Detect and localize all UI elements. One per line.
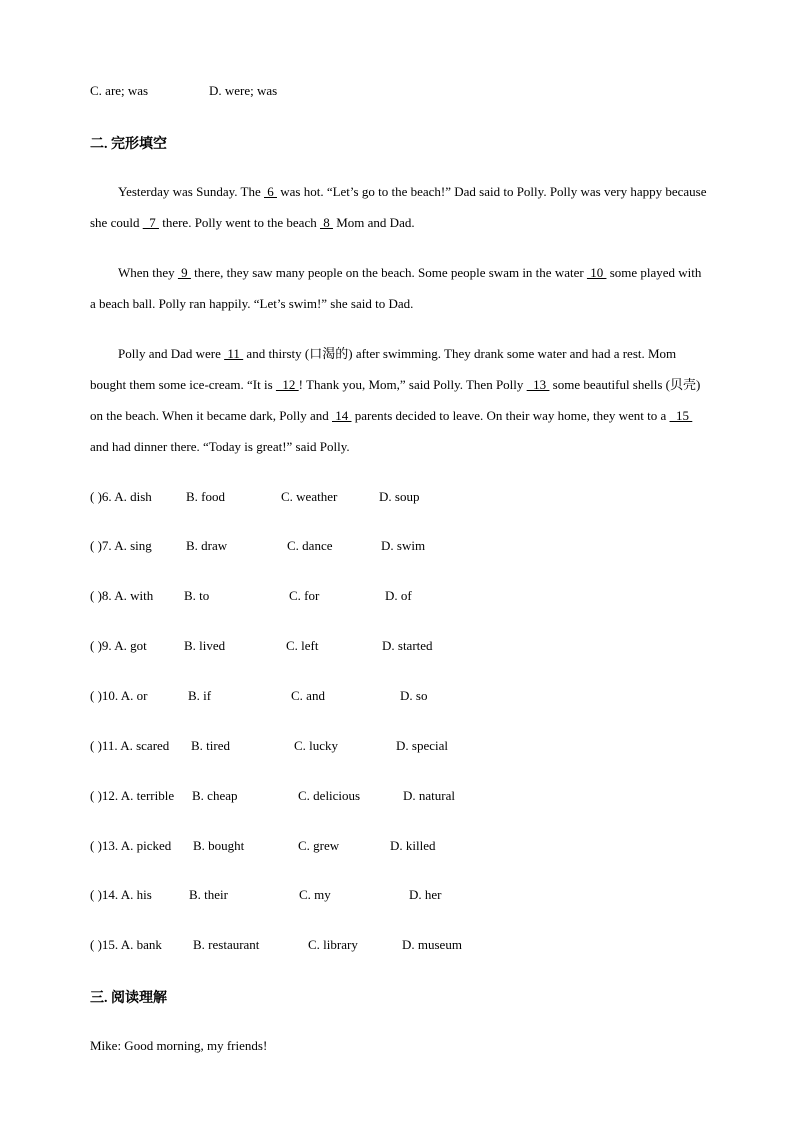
question-12-a: ( )12. A. terrible (90, 788, 175, 803)
question-10-b: B. if (188, 688, 212, 703)
question-6-d: D. soup (379, 489, 420, 504)
question-14-a: ( )14. A. his (90, 887, 152, 902)
question-13-a: ( )13. A. picked (90, 838, 172, 853)
cloze-paragraph-2: When they 9 there, they saw many people on the beach. Some people swam in the water 10 some played with a beach ball. Polly ran happily. “Let’s swim!” she said to Dad. (90, 265, 702, 311)
blank-9: 9 (177, 265, 191, 280)
question-11-a: ( )11. A. scared (90, 738, 170, 753)
question-11-b: B. tired (191, 738, 230, 753)
question-12-c: C. delicious (298, 788, 361, 803)
question-8-c: C. for (289, 588, 320, 603)
question-9-c: C. left (286, 638, 319, 653)
question-11-d: D. special (396, 738, 448, 753)
question-6-b: B. food (186, 489, 225, 504)
question-15-d: D. museum (402, 937, 462, 952)
dialog-line: Mike: Good morning, my friends! (90, 1038, 268, 1053)
question-15-b: B. restaurant (193, 937, 260, 952)
question-12-d: D. natural (403, 788, 455, 803)
question-10-a: ( )10. A. or (90, 688, 148, 703)
blank-13: 13 (526, 377, 550, 392)
question-14-d: D. her (409, 887, 442, 902)
section-heading-reading: 三. 阅读理解 (90, 991, 167, 1006)
question-8-a: ( )8. A. with (90, 588, 154, 603)
question-7-b: B. draw (186, 538, 228, 553)
question-9-a: ( )9. A. got (90, 638, 147, 653)
question-10-d: D. so (400, 688, 428, 703)
question-6-c: C. weather (281, 489, 338, 504)
blank-10: 10 (586, 265, 607, 280)
question-9-b: B. lived (184, 638, 226, 653)
question-8-d: D. of (385, 588, 412, 603)
section-heading-cloze: 二. 完形填空 (90, 137, 167, 152)
blank-14: 14 (332, 408, 352, 423)
question-9-d: D. started (382, 638, 433, 653)
prev-option-d: D. were; was (209, 83, 278, 98)
blank-6: 6 (264, 184, 277, 199)
question-11-c: C. lucky (294, 738, 339, 753)
question-12-b: B. cheap (192, 788, 238, 803)
question-8-b: B. to (184, 588, 210, 603)
question-7-d: D. swim (381, 538, 426, 553)
question-13-c: C. grew (298, 838, 340, 853)
question-15-a: ( )15. A. bank (90, 937, 162, 952)
question-10-c: C. and (291, 688, 325, 703)
question-15-c: C. library (308, 937, 358, 952)
question-7-c: C. dance (287, 538, 333, 553)
blank-7: 7 (142, 215, 159, 230)
question-6-a: ( )6. A. dish (90, 489, 152, 504)
question-13-d: D. killed (390, 838, 436, 853)
question-7-a: ( )7. A. sing (90, 538, 152, 553)
blank-8: 8 (319, 215, 333, 230)
blank-11: 11 (224, 346, 244, 361)
question-14-c: C. my (299, 887, 331, 902)
blank-12: 12 (275, 377, 299, 392)
question-13-b: B. bought (193, 838, 245, 853)
prev-option-c: C. are; was (90, 83, 149, 98)
blank-15: 15 (669, 408, 693, 423)
cloze-paragraph-3: Polly and Dad were 11 and thirsty (口渴的) after swimming. They drank some water and had a rest. Mom bought them some ice-cream. “It is 12 ! Thank you, Mom,” said Polly. Then Polly 13 some beautiful shells (贝壳) on the beach. When it became dark, Polly and 14 parents decided to leave. On their way home, they went to a 15 and had dinner there. “Today is great!” said Polly. (90, 346, 701, 454)
cloze-paragraph-1: Yesterday was Sunday. The 6 was hot. “Let’s go to the beach!” Dad said to Polly. Polly was very happy because she could 7 there. Polly went to the beach 8 Mom and Dad. (90, 184, 707, 230)
question-14-b: B. their (189, 887, 228, 902)
